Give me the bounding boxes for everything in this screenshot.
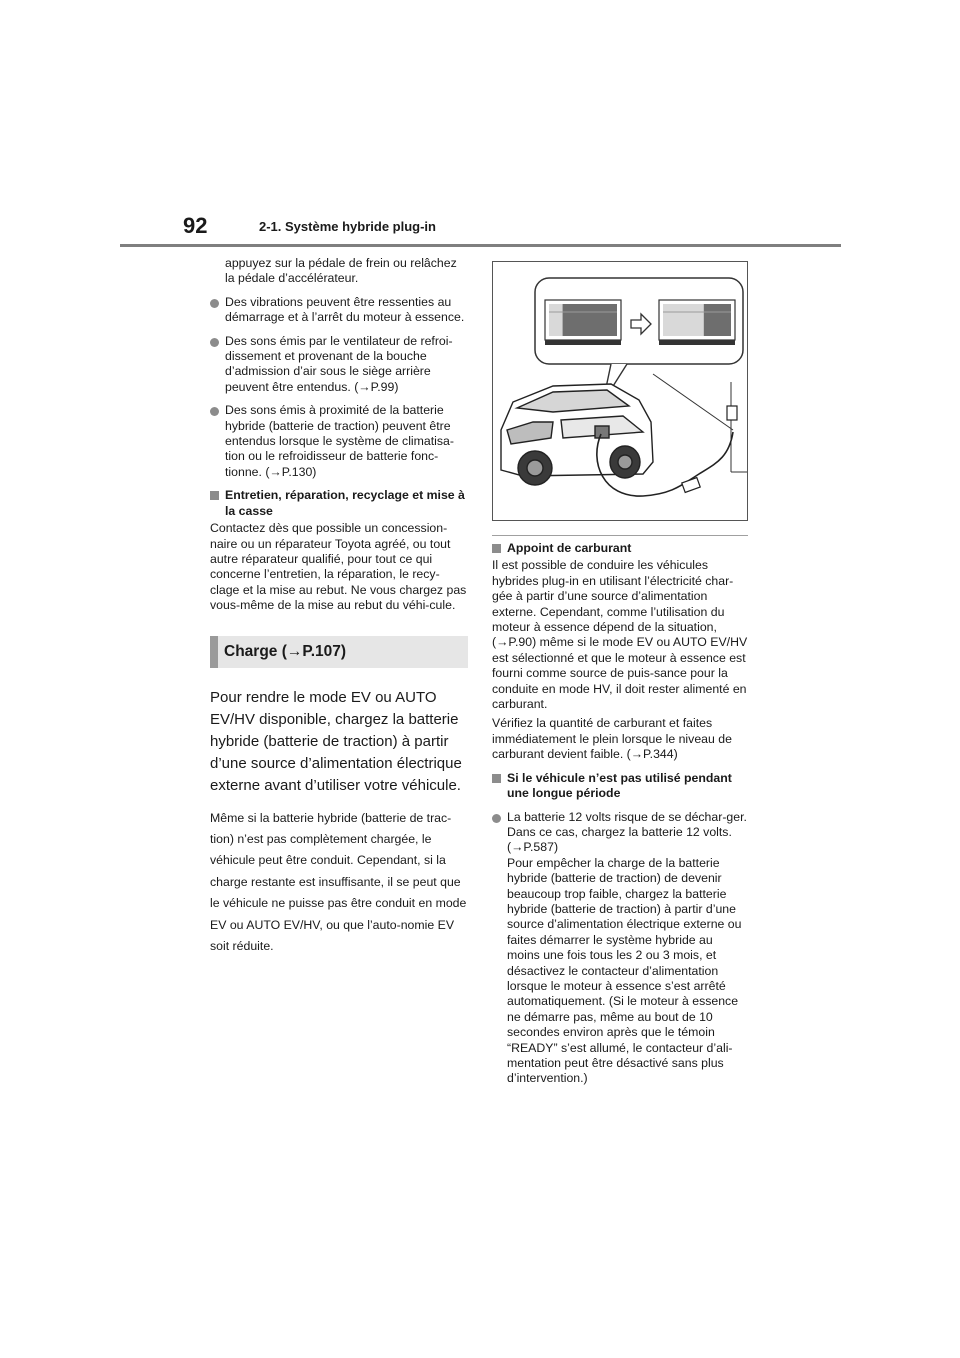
charge-lead: Pour rendre le mode EV ou AUTO EV/HV disponible, chargez la batterie hybride (batterie de traction) à partir d’une source d’alimentation électrique externe avant d’utiliser votre véhicule. [210,688,462,794]
charging-illustration [492,261,748,521]
bullet-item: Des vibrations peuvent être ressenties au démarrage et à l’arrêt du moteur à essence. [210,295,468,326]
charge-header-accent [210,636,218,668]
bullet-item: Des sons émis à proximité de la batterie hybride (batterie de traction) peuvent être entendus lorsque le système de climatisa-tion ou le refroidisseur de batterie fonc-tionne. (→P.130) [210,403,468,480]
gauge-before-icon [545,300,621,345]
cable-control-box [682,478,700,493]
wall-outlet-icon [727,406,737,420]
maintenance-heading: Entretien, réparation, recyclage et mise à la casse [210,488,468,519]
left-column [210,256,468,957]
figure-divider [492,535,748,536]
fuel-paragraph: Il est possible de conduire les véhicules hybrides plug-in en utilisant l’électricité char-gée à partir d’une source d’alimentation externe. Cependant, comme l’utilisation du moteur à essence dépend de la situation, (→P.90) même si le mode EV ou AUTO EV/HV est sélectionné et que le moteur à essence est fourni comme source de puis-sance pour la conduite en mode HV, il doit rester alimenté en carburant. [492,558,748,712]
charge-section-header [210,636,468,668]
bullet-item: Des sons émis par le ventilateur de refroi-dissement et provenant de la bouche d’admission d’air sous le siège arrière peuvent être entendus. (→P.99) [210,334,468,396]
maintenance-body: Contactez dès que possible un concession-naire ou un réparateur Toyota agréé, ou tout autre réparateur qualifié, pour tout ce qui concerne l’entretien, la réparation, le recy-clage et la mise au rebut. Ne vous chargez pas vous-même de la mise au rebut du véhi-cule. [210,521,467,613]
header-divider [120,244,841,247]
continued-text: appuyez sur la pédale de frein ou relâchez la pédale d’accélérateur. [225,256,457,286]
fuel-paragraph: Vérifiez la quantité de carburant et faites immédiatement le plein lorsque le niveau de carburant devient faible. (→P.344) [492,716,732,762]
page-number: 92 [183,213,208,238]
charge-title: Charge (→P.107) [224,642,347,660]
fuel-heading: Appoint de carburant [492,541,748,556]
unused-body: Pour empêcher la charge de la batterie hybride (batterie de traction) de devenir beaucoup trop faible, chargez la batterie hybride (batterie de traction) à partir d’une source d’alimentation électrique externe ou faites démarrer le système hybride au moins une fois tous les 2 ou 3 mois, et désactivez le contacteur d’alimentation lorsque le moteur à essence s’est arrêté automatiquement. (Si le moteur à essence ne démarre pas, même au bout de 10 secondes environ après que le témoin “READY” s’est allumé, le contacteur d’ali-mentation peut être désactivé sans plus d’intervention.) [507,855,742,1086]
vehicle-icon [501,384,653,485]
right-column [492,541,748,1087]
charging-illustration-svg [493,262,748,521]
gauge-after-icon [659,300,735,345]
bullet-item [492,810,748,1087]
unused-heading: Si le véhicule n’est pas utilisé pendant une longue période [492,771,748,802]
charge-body: Même si la batterie hybride (batterie de trac-tion) n’est pas complètement chargée, le véhicule peut être conduit. Cependant, si la charge restante est insuffisante, il se peut que le véhicule ne puisse pas être conduit en mode EV ou AUTO EV/HV, ou que l’auto-nomie EV soit réduite. [210,810,467,953]
unused-bullet-text: La batterie 12 volts risque de se déchar-ger. Dans ce cas, chargez la batterie 12 volts. (→P.587) [507,809,747,855]
section-title: 2-1. Système hybride plug-in [259,219,436,234]
